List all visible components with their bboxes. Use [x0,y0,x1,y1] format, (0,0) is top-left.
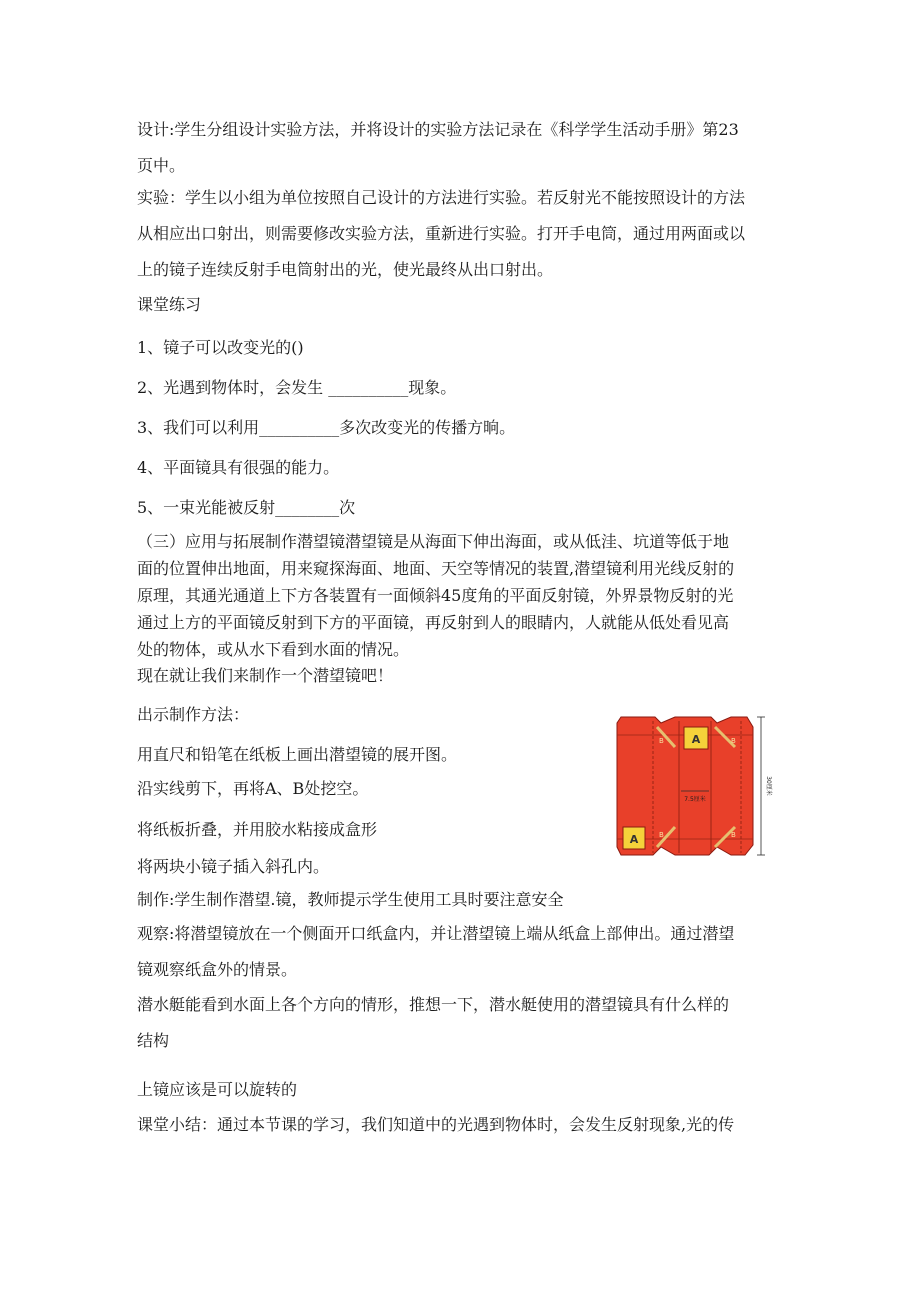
exercise-item-4 [137,450,777,486]
text-line: 5、一束光能被反射________次 [137,498,356,517]
text-line: 出示制作方法： [137,705,250,724]
exercise-item-1 [137,330,777,366]
text-line: 页中。 [137,156,186,175]
text-line: 镜观察纸盒外的情景。 [137,960,298,979]
slot-b-label: B [731,737,736,745]
text-line: 设计:学生分组设计实验方法，并将设计的实验方法记录在《科学学生活动手册》第23 [137,120,739,139]
slot-b-label: B [659,737,664,745]
text-line: 沿实线剪下，再将A、B处挖空。 [137,779,369,798]
text-line: （三）应用与拓展制作潜望镜潜望镜是从海面下伸出海面，或从低洼、坑道等低于地 [137,532,730,551]
text-line: 面的位置伸出地面，用来窥探海面、地面、天空等情况的装置,潜望镜利用光线反射的 [137,559,735,578]
text-line: 课堂练习 [137,295,202,314]
window-a-top-label: A [691,733,701,746]
text-line: 上镜应该是可以旋转的 [137,1080,298,1099]
text-line: 上的镜子连续反射手电筒射出的光，使光最终从出口射出。 [137,260,554,279]
text-line: 观察:将潜望镜放在一个侧面开口纸盒内，并让潜望镜上端从纸盒上部伸出。通过潜望 [137,924,735,943]
paragraph-periscope-intro [137,528,777,663]
text-line: 3、我们可以利用__________多次改变光的传播方晌。 [137,418,516,437]
text-line: 2、光遇到物体时，会发生 __________现象。 [137,378,457,397]
text-line: 结构 [137,1031,170,1050]
paragraph-rotate [137,1072,777,1108]
paragraph-design [137,112,777,184]
slot-b-label: B [731,831,736,839]
text-line: 1、镜子可以改变光的() [137,338,304,357]
text-line: 用直尺和铅笔在纸板上画出潜望镜的展开图。 [137,745,458,764]
window-a-bottom-label: A [629,833,639,846]
paragraph-making [137,882,777,918]
text-line: 原理，其通光通道上下方各装置有一面倾斜45度角的平面反射镜，外界景物反射的光 [137,586,734,605]
text-line: 实验：学生以小组为单位按照自己设计的方法进行实验。若反射光不能按照设计的方法 [137,188,746,207]
exercise-item-5 [137,490,777,526]
paragraph-submarine [137,987,777,1059]
periscope-net-figure [613,713,771,861]
periscope-net-diagram [613,713,771,861]
text-line: 现在就让我们来制作一个潜望镜吧！ [137,666,394,685]
text-line: 处的物体，或从水下看到水面的情况。 [137,640,410,659]
text-line: 4、平面镜具有很强的能力。 [137,458,340,477]
text-line: 将两块小镜子插入斜孔内。 [137,857,330,876]
exercise-item-2 [137,370,777,406]
text-line: 将纸板折叠，并用胶水粘接成盒形 [137,820,378,839]
text-line: 潜水艇能看到水面上各个方向的情形，推想一下，潜水艇使用的潜望镜具有什么样的 [137,995,730,1014]
paragraph-summary [137,1107,777,1143]
exercise-item-3 [137,410,777,446]
text-line: 制作:学生制作潜望.镜，教师提示学生使用工具时要注意安全 [137,890,564,909]
text-line: 课堂小结：通过本节课的学习，我们知道中的光遇到物体时，会发生反射现象,光的传 [137,1115,735,1134]
text-line: 通过上方的平面镜反射到下方的平面镜，再反射到人的眼睛内，人就能从低处看见高 [137,613,730,632]
slot-b-label: B [659,831,664,839]
paragraph-observe [137,916,777,988]
paragraph-lets-make [137,658,777,694]
paragraph-experiment [137,180,777,288]
width-dimension-label: 7.5厘米 [684,796,706,803]
text-line: 从相应出口射出，则需要修改实验方法，重新进行实验。打开手电筒，通过用两面或以 [137,224,746,243]
heading-class-exercise [137,287,777,323]
height-dimension-label: 30厘米 [765,776,772,796]
